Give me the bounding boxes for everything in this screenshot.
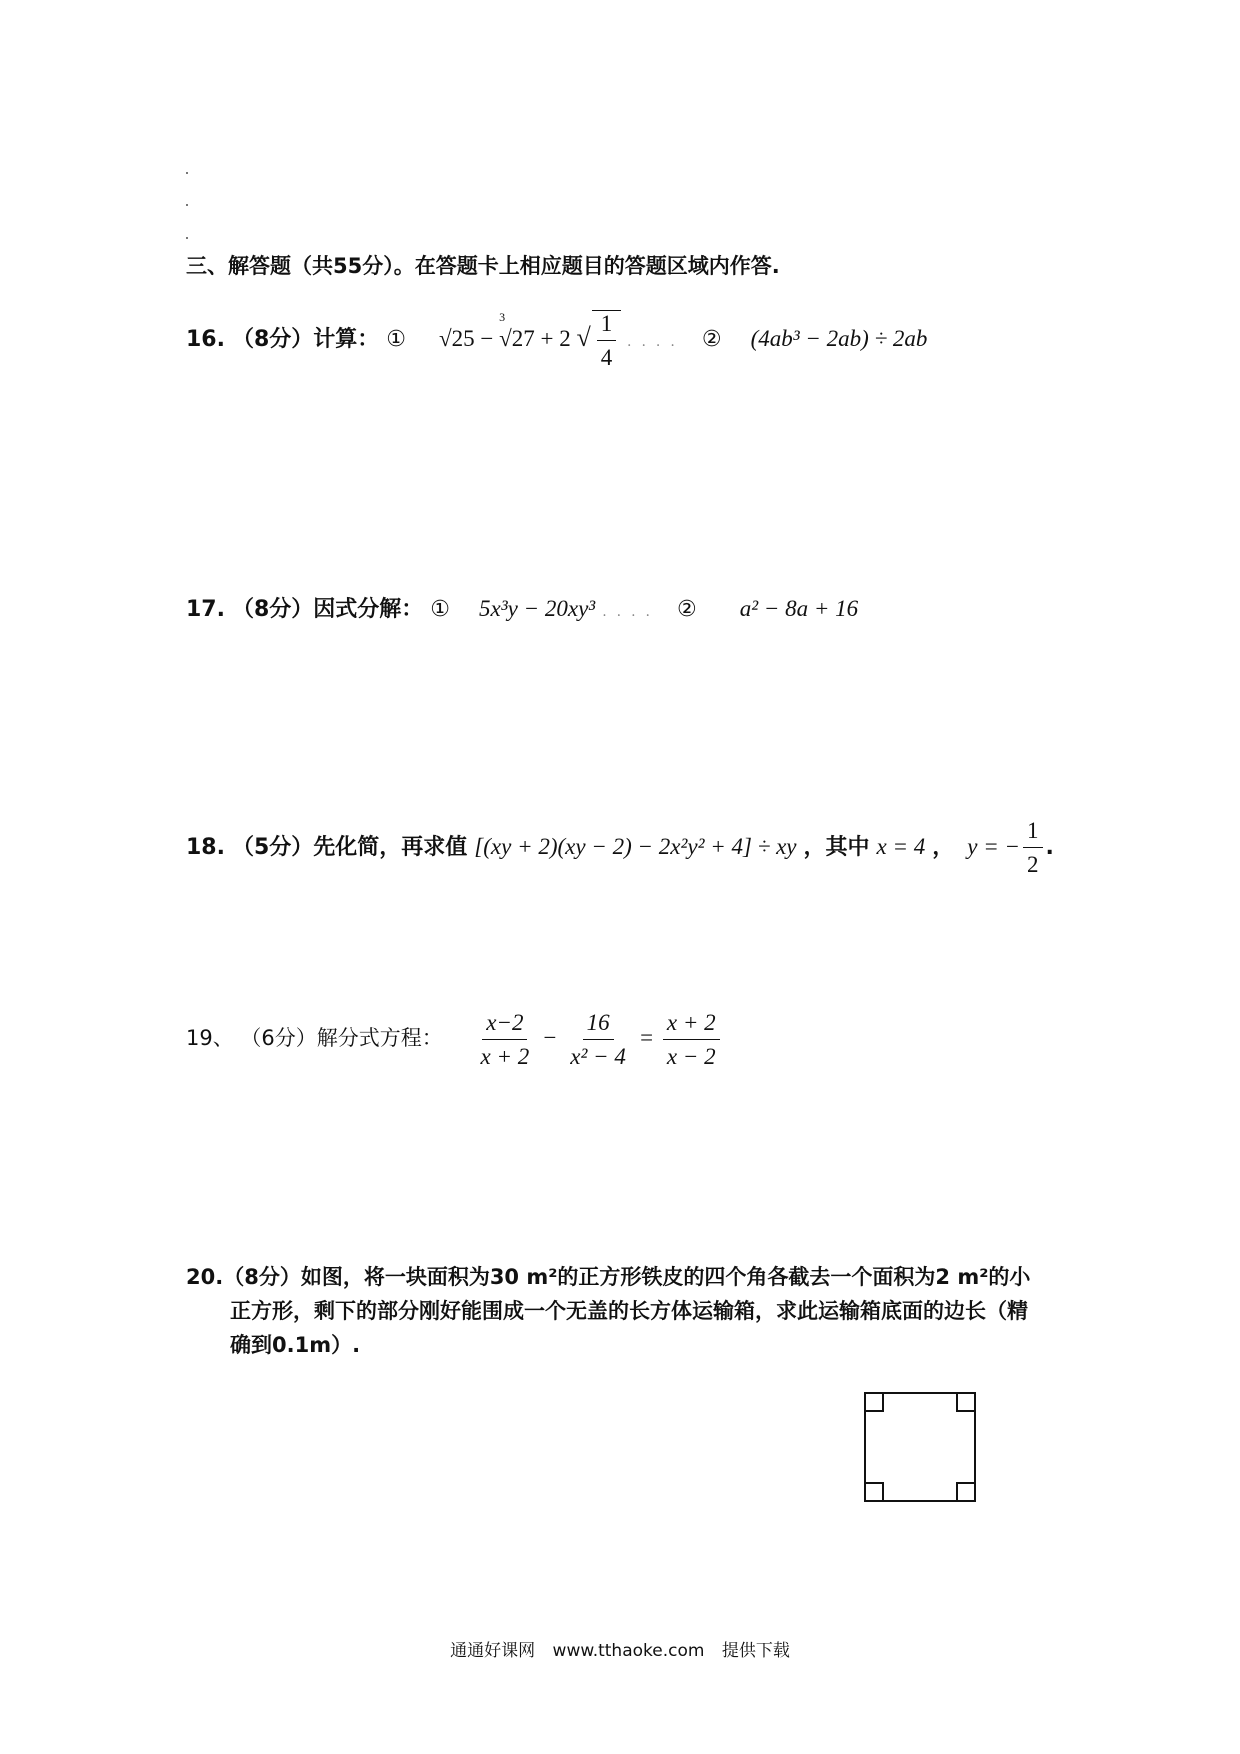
leader-dots: .... (602, 604, 660, 620)
q16-label: 16. (186, 327, 225, 353)
q16-expr1-minus: − (480, 326, 494, 352)
q19-minus: − (541, 1025, 558, 1051)
q16-circ2: ② (701, 327, 722, 353)
q18-label: 18. (186, 834, 225, 860)
q16-expr1-a: √25 (439, 326, 475, 352)
q16-expr1-plus: + 2 (540, 326, 571, 352)
corner-square-top-right (956, 1392, 976, 1412)
q17-expr2: a² − 8a + 16 (739, 596, 859, 621)
question-20 (186, 1260, 1066, 1362)
q20-line-3: 确到0.1m）. (230, 1333, 361, 1357)
question-16 (186, 310, 927, 371)
q18-x-value: x = 4 (876, 833, 926, 859)
q19-fraction-1 (476, 1010, 533, 1070)
q17-label: 17. (186, 597, 225, 622)
footer-suffix: 提供下载 (721, 1641, 790, 1661)
q18-expr: [(xy + 2)(xy − 2) − 2x²y² + 4] ÷ xy (474, 833, 797, 859)
q16-frac-den: 4 (600, 345, 613, 371)
footer-site-name: 通通好课网 (450, 1641, 536, 1661)
q18-end: . (1045, 834, 1054, 860)
q18-text: （5分）先化简，再求值 (231, 834, 468, 860)
q17-circ1: ① (430, 597, 451, 622)
q16-expr1-index: 3 (499, 310, 506, 324)
footer-url[interactable]: www.tthaoke.com (552, 1641, 705, 1661)
q16-circ1: ① (386, 327, 407, 353)
question-19 (186, 1010, 723, 1070)
q19-f3-den: x − 2 (666, 1044, 716, 1070)
q18-y-fraction (1023, 818, 1043, 878)
q19-fraction-2 (566, 1010, 630, 1070)
q18-y-num: 1 (1023, 818, 1043, 848)
q19-f1-num: x−2 (482, 1010, 527, 1040)
q19-label: 19、 (186, 1026, 234, 1051)
q16-expr1-b: √27 (499, 326, 535, 352)
q18-where: ，其中 (803, 834, 870, 860)
q17-expr1: 5x³y − 20xy³ (479, 596, 596, 621)
q19-fraction-3 (663, 1010, 720, 1070)
q19-f2-num: 16 (583, 1010, 614, 1040)
q19-f2-den: x² − 4 (570, 1044, 626, 1070)
scan-speck (186, 204, 188, 206)
question-18 (186, 818, 1054, 878)
q18-y-den: 2 (1027, 852, 1039, 878)
q16-expr2: (4ab³ − 2ab) ÷ 2ab (750, 326, 928, 352)
corner-square-bottom-left (864, 1482, 884, 1502)
q19-text: （6分）解分式方程： (240, 1026, 443, 1051)
q17-circ2: ② (677, 597, 697, 622)
square-sheet-figure (864, 1392, 976, 1502)
corner-square-bottom-right (956, 1482, 976, 1502)
q16-frac-num: 1 (597, 311, 617, 341)
q18-sep: ， (932, 834, 955, 860)
section-header: 三、解答题（共55分）。在答题卡上相应题目的答题区域内作答. (186, 254, 780, 278)
q16-points: （8分）计算： (231, 327, 380, 353)
q16-expr1 (439, 310, 627, 371)
q18-y-prefix: y = − (967, 833, 1021, 859)
q17-points: （8分）因式分解： (231, 597, 424, 622)
corner-square-top-left (864, 1392, 884, 1412)
scan-speck (186, 172, 188, 174)
q20-line-1: （8分）如图，将一块面积为30 m²的正方形铁皮的四个角各截去一个面积为2 m²的小 (223, 1265, 1031, 1289)
q19-equation (473, 1010, 722, 1070)
scan-speck (186, 237, 188, 239)
q16-radical-icon: √ (576, 323, 591, 353)
q20-label: 20. (186, 1265, 224, 1289)
q20-line-2: 正方形，剩下的部分刚好能围成一个无盖的长方体运输箱，求此运输箱底面的边长（精 (230, 1299, 1028, 1323)
footer (0, 1636, 1240, 1661)
question-17 (186, 592, 858, 623)
q19-equals: = (638, 1025, 655, 1051)
q19-f3-num: x + 2 (663, 1010, 720, 1040)
q16-fraction (597, 311, 617, 371)
leader-dots: .... (627, 334, 685, 351)
q19-f1-den: x + 2 (480, 1044, 530, 1070)
